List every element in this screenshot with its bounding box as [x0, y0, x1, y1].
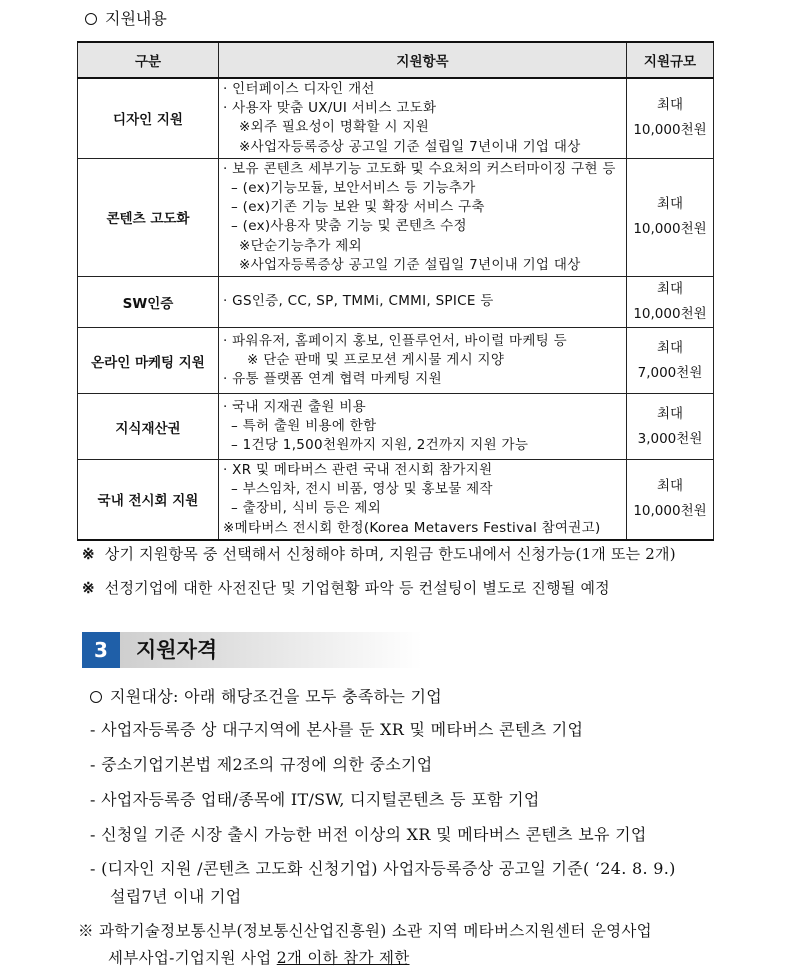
table-row: [78, 394, 714, 460]
circle-bullet-icon: [85, 13, 97, 25]
amount-value: 7,000천원: [637, 364, 703, 381]
item-line: ※외주 필요성이 명확할 시 지원: [239, 119, 430, 136]
item-line: · 국내 지재권 출원 비용: [223, 398, 367, 415]
items-cell: [219, 78, 627, 158]
items-cell: [219, 460, 627, 540]
amount-cell: [627, 328, 714, 394]
footnote-line: 세부사업-기업지원 사업 2개 이하 참가 제한: [108, 949, 410, 967]
table-note: ※ 선정기업에 대한 사전진단 및 기업현황 파악 등 컨설팅이 별도로 진행될 예정: [82, 579, 610, 597]
header-category: 구분: [78, 42, 219, 78]
eligibility-condition-continued: 설립7년 이내 기업: [110, 887, 242, 906]
items-cell: [219, 328, 627, 394]
category-cell: 디자인 지원: [78, 78, 219, 158]
category-cell: 온라인 마케팅 지원: [78, 328, 219, 394]
category-cell: 콘텐츠 고도화: [78, 158, 219, 276]
amount-value: 10,000천원: [633, 306, 707, 323]
table-row: [78, 277, 714, 328]
amount-value: 10,000천원: [633, 122, 707, 139]
circle-bullet-icon: [90, 691, 102, 703]
note-mark-icon: ※: [82, 545, 95, 563]
item-line: ※사업자등록증상 공고일 기준 설립일 7년이내 기업 대상: [239, 256, 581, 273]
table-row: [78, 158, 714, 276]
footnote-line: ※ 과학기술정보통신부(정보통신산업진흥원) 소관 지역 메타버스지원센터 운영사업: [78, 922, 652, 940]
table-row: [78, 78, 714, 158]
amount-cell: [627, 78, 714, 158]
amount-cell: [627, 277, 714, 328]
note-mark-icon: ※: [82, 579, 95, 597]
amount-cell: [627, 394, 714, 460]
amount-label: 최대: [656, 339, 684, 356]
item-line: · GS인증, CC, SP, TMMi, CMMI, SPICE 등: [223, 293, 494, 310]
item-line: · 유통 플랫폼 연계 협력 마케팅 지원: [223, 371, 442, 388]
item-line: · 사용자 맞춤 UX/UI 서비스 고도화: [223, 100, 437, 117]
item-line: · 보유 콘텐츠 세부기능 고도화 및 수요처의 커스터마이징 구현 등: [223, 160, 616, 177]
item-line: · 파워유저, 홈페이지 홍보, 인플루언서, 바이럴 마케팅 등: [223, 332, 568, 349]
eligibility-condition: - 사업자등록증 상 대구지역에 본사를 둔 XR 및 메타버스 콘텐츠 기업: [90, 720, 584, 739]
items-cell: [219, 394, 627, 460]
amount-label: 최대: [656, 281, 684, 298]
section-title: 지원자격: [136, 638, 218, 662]
eligibility-condition: - 중소기업기본법 제2조의 규정에 의한 중소기업: [90, 755, 433, 774]
amount-value: 3,000천원: [637, 430, 703, 447]
item-line: – (ex)사용자 맞춤 기능 및 콘텐츠 수정: [231, 218, 467, 235]
amount-label: 최대: [656, 478, 684, 495]
item-line: – (ex)기능모듈, 보안서비스 등 기능추가: [231, 180, 476, 197]
item-line: – 부스임차, 전시 비품, 영상 및 홍보물 제작: [231, 481, 493, 498]
amount-value: 10,000천원: [633, 503, 707, 520]
item-line: ※메타버스 전시회 한정(Korea Metavers Festival 참여권고): [223, 519, 601, 536]
item-line: · XR 및 메타버스 관련 국내 전시회 참가지원: [223, 462, 493, 479]
items-cell: [219, 277, 627, 328]
item-line: – 특허 출원 비용에 한함: [231, 417, 377, 434]
table-row: [78, 460, 714, 540]
support-items-table: [77, 41, 714, 541]
item-line: ※ 단순 판매 및 프로모션 게시물 게시 지양: [247, 351, 505, 368]
category-cell: SW인증: [78, 277, 219, 328]
header-amount: 지원규모: [627, 42, 714, 78]
table-header-row: [78, 42, 714, 78]
item-line: ※단순기능추가 제외: [239, 237, 362, 254]
section-header: [82, 632, 422, 668]
item-line: – (ex)기존 기능 보완 및 확장 서비스 구축: [231, 199, 485, 216]
items-cell: [219, 158, 627, 276]
amount-label: 최대: [656, 196, 684, 213]
eligibility-condition: - 신청일 기준 시장 출시 가능한 버전 이상의 XR 및 메타버스 콘텐츠 보유 기업: [90, 825, 647, 844]
table-row: [78, 328, 714, 394]
table-note: ※ 상기 지원항목 중 선택해서 신청해야 하며, 지원금 한도내에서 신청가능(1개 또는 2개): [82, 545, 676, 563]
item-line: · 인터페이스 디자인 개선: [223, 81, 375, 97]
section-number: 3: [82, 632, 120, 668]
header-items: 지원항목: [219, 42, 627, 78]
amount-label: 최대: [656, 405, 684, 422]
support-content-heading: 지원내용: [85, 6, 167, 29]
eligibility-condition: - (디자인 지원 /콘텐츠 고도화 신청기업) 사업자등록증상 공고일 기준( ‘24. 8. 9.): [90, 859, 676, 878]
eligibility-condition: - 사업자등록증 업태/종목에 IT/SW, 디지털콘텐츠 등 포함 기업: [90, 790, 540, 809]
amount-cell: [627, 158, 714, 276]
amount-value: 10,000천원: [633, 221, 707, 238]
category-cell: 국내 전시회 지원: [78, 460, 219, 540]
eligibility-target: 지원대상: 아래 해당조건을 모두 충족하는 기업: [90, 684, 442, 707]
category-cell: 지식재산권: [78, 394, 219, 460]
item-line: ※사업자등록증상 공고일 기준 설립일 7년이내 기업 대상: [239, 138, 581, 155]
item-line: – 출장비, 식비 등은 제외: [231, 500, 382, 517]
participation-limit: 2개 이하 참가 제한: [276, 949, 410, 967]
amount-cell: [627, 460, 714, 540]
amount-label: 최대: [656, 97, 684, 114]
item-line: – 1건당 1,500천원까지 지원, 2건까지 지원 가능: [231, 437, 529, 454]
